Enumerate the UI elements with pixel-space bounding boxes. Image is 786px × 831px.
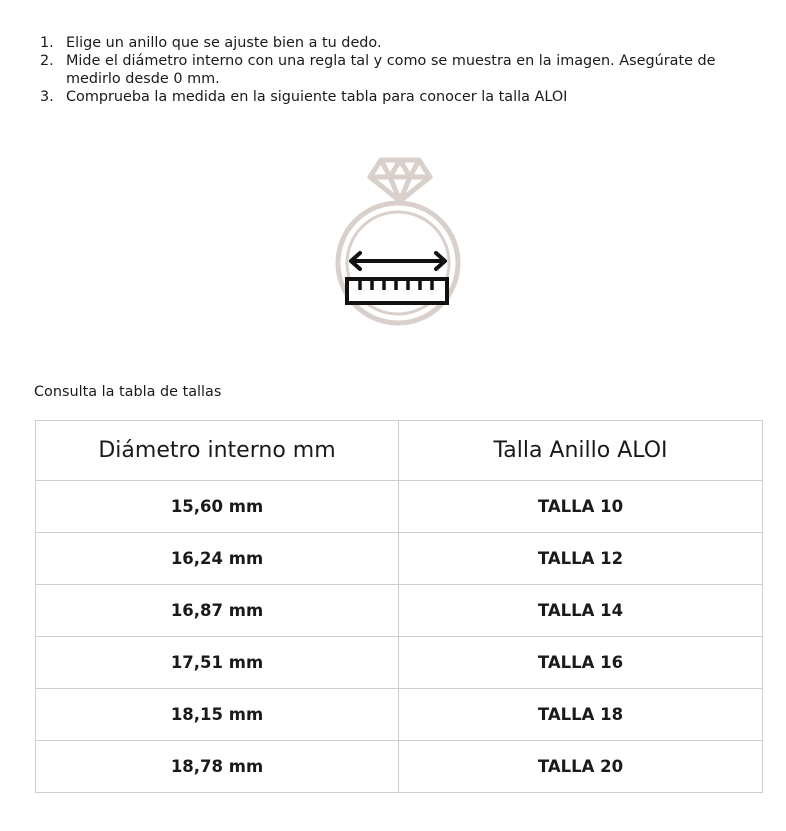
size-table — [35, 420, 763, 793]
diameter-cell: 18,78 mm — [36, 741, 399, 793]
header-diameter: Diámetro interno mm — [36, 421, 399, 481]
diameter-cell: 16,87 mm — [36, 585, 399, 637]
double-arrow-icon — [351, 253, 445, 269]
ruler-icon — [347, 279, 447, 303]
diameter-cell: 15,60 mm — [36, 481, 399, 533]
size-cell: TALLA 18 — [399, 689, 763, 741]
instruction-item — [40, 52, 760, 88]
diameter-cell: 17,51 mm — [36, 637, 399, 689]
diameter-cell: 18,15 mm — [36, 689, 399, 741]
size-cell: TALLA 20 — [399, 741, 763, 793]
size-cell: TALLA 12 — [399, 533, 763, 585]
ring-measure-illustration — [330, 154, 470, 334]
diameter-cell: 16,24 mm — [36, 533, 399, 585]
table-row — [36, 481, 763, 533]
diamond-icon — [370, 160, 430, 201]
instruction-item — [40, 88, 760, 106]
instruction-text: Comprueba la medida en la siguiente tabla para conocer la talla ALOI — [66, 89, 568, 105]
instruction-number: 2. — [40, 53, 54, 69]
table-row — [36, 637, 763, 689]
size-cell: TALLA 16 — [399, 637, 763, 689]
instruction-number: 3. — [40, 89, 54, 105]
size-cell: TALLA 14 — [399, 585, 763, 637]
instruction-text: Mide el diámetro interno con una regla tal y como se muestra en la imagen. Asegúrate de medirlo desde 0 mm. — [66, 53, 716, 87]
instruction-number: 1. — [40, 35, 54, 51]
table-header-row — [36, 421, 763, 481]
table-row — [36, 689, 763, 741]
table-row — [36, 585, 763, 637]
table-row — [36, 533, 763, 585]
size-cell: TALLA 10 — [399, 481, 763, 533]
table-row — [36, 741, 763, 793]
header-size: Talla Anillo ALOI — [399, 421, 763, 481]
instruction-text: Elige un anillo que se ajuste bien a tu dedo. — [66, 35, 382, 51]
ring-measure-icon — [330, 154, 470, 334]
table-caption: Consulta la tabla de tallas — [34, 384, 222, 400]
instruction-item — [40, 34, 760, 52]
instructions-list — [40, 34, 760, 106]
